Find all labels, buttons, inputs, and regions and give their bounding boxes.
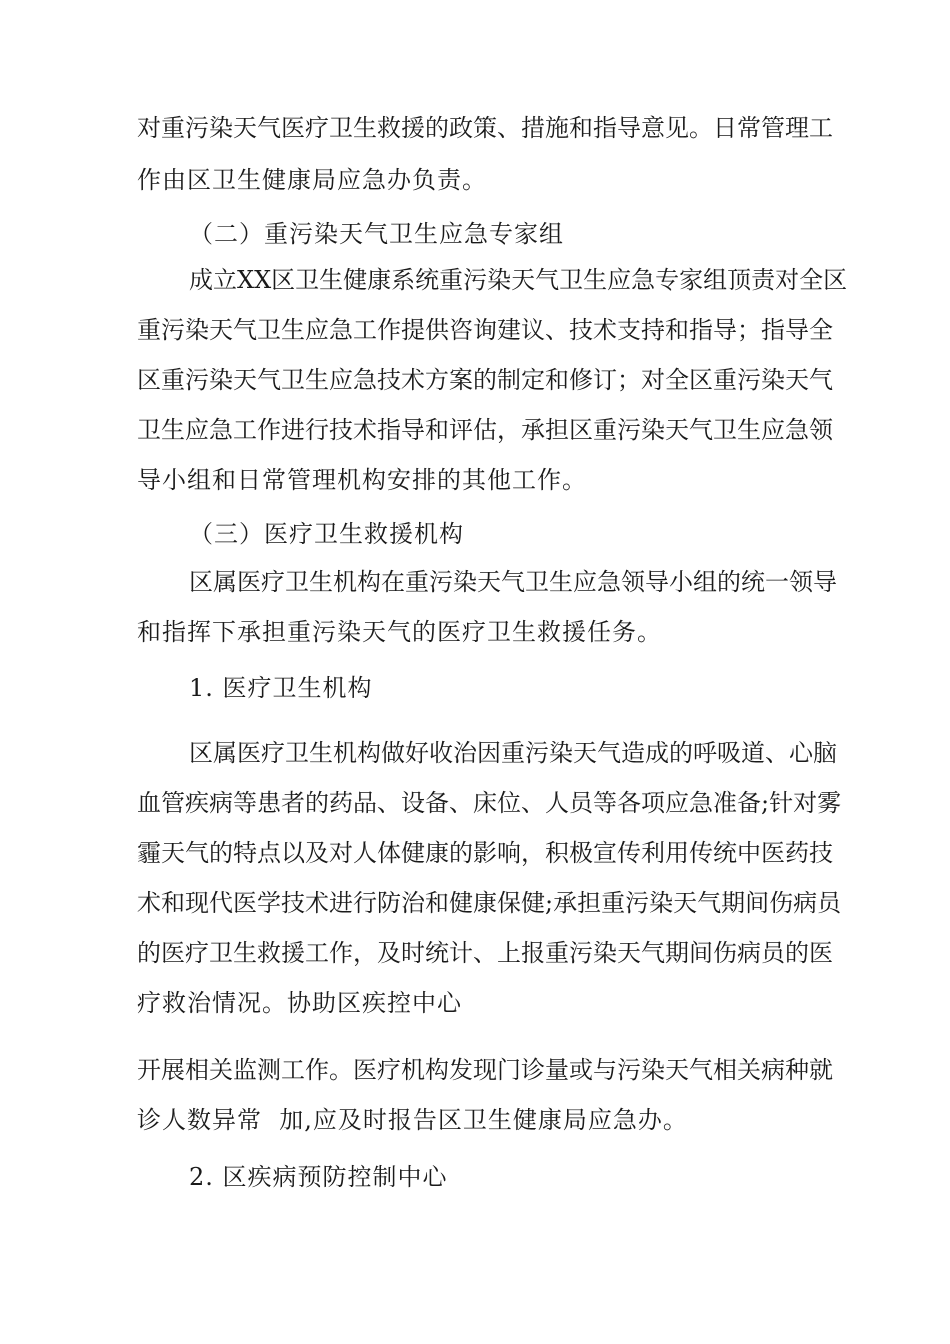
paragraph-line: 作由区卫生健康局应急办负责。 <box>137 166 487 194</box>
paragraph-line: 区重污染天气卫生应急技术方案的制定和修订；对全区重污染天气 <box>137 366 833 394</box>
paragraph-line: 对重污染天气医疗卫生救援的政策、措施和指导意见。日常管理工 <box>137 114 833 142</box>
section-heading: （二）重污染天气卫生应急专家组 <box>189 220 564 248</box>
paragraph-line: 诊人数异常 加,应及时报告区卫生健康局应急办。 <box>137 1106 688 1134</box>
paragraph-line: 术和现代医学技术进行防治和健康保健;承担重污染天气期间伤病员 <box>137 889 842 917</box>
section-heading: （三）医疗卫生救援机构 <box>189 520 464 548</box>
subsection-heading: 2. 区疾病预防控制中心 <box>189 1163 448 1191</box>
paragraph-line: 重污染天气卫生应急工作提供咨询建议、技术支持和指导；指导全 <box>137 316 833 344</box>
paragraph-line: 区属医疗卫生机构做好收治因重污染天气造成的呼吸道、心脑 <box>189 739 837 767</box>
paragraph-line: 的医疗卫生救援工作，及时统计、上报重污染天气期间伤病员的医 <box>137 939 833 967</box>
paragraph-line: 疗救治情况。协助区疾控中心 <box>137 989 462 1017</box>
paragraph-line: 和指挥下承担重污染天气的医疗卫生救援任务。 <box>137 618 662 646</box>
paragraph-line: 卫生应急工作进行技术指导和评估，承担区重污染天气卫生应急领 <box>137 416 833 444</box>
paragraph-line: 开展相关监测工作。医疗机构发现门诊量或与污染天气相关病种就 <box>137 1056 833 1084</box>
paragraph-line: 导小组和日常管理机构安排的其他工作。 <box>137 466 587 494</box>
paragraph-line: 区属医疗卫生机构在重污染天气卫生应急领导小组的统一领导 <box>189 568 837 596</box>
paragraph-line: 霾天气的特点以及对人体健康的影响，积极宣传利用传统中医药技 <box>137 839 833 867</box>
paragraph-line: 成立XX区卫生健康系统重污染天气卫生应急专家组顶责对全区 <box>189 266 848 294</box>
paragraph-line: 血管疾病等患者的药品、设备、床位、人员等各项应急准备;针对雾 <box>137 789 842 817</box>
subsection-heading: 1. 医疗卫生机构 <box>189 674 373 702</box>
